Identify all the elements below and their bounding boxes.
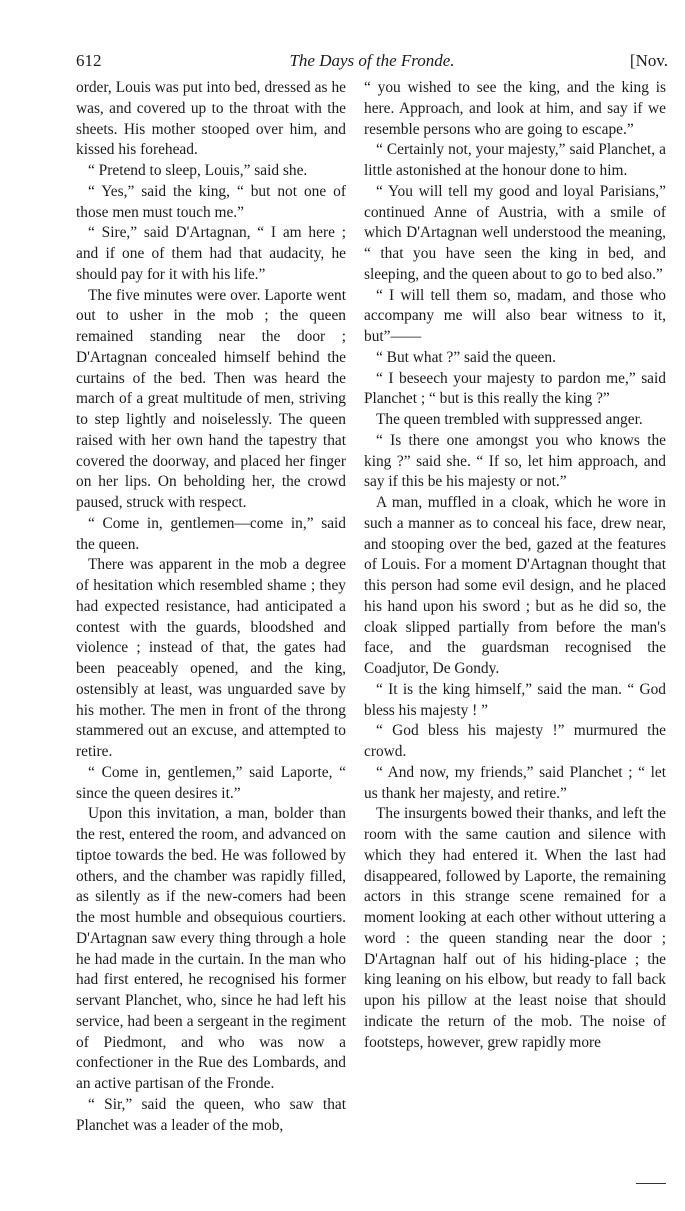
paragraph: “ Is there one amongst you who knows the king ?” said she. “ If so, let him approach, and say if this be his majesty or not.”	[364, 431, 666, 491]
paragraph: “ I will tell them so, madam, and those who accompany me will also bear witness to it, but”——	[364, 286, 666, 345]
paragraph: “ And now, my friends,” said Planchet ; “ let us thank her majesty, and retire.”	[364, 763, 666, 802]
paragraph: The queen trembled with suppressed anger.	[376, 411, 643, 428]
paragraph: “ God bless his majesty !” murmured the crowd.	[364, 722, 666, 760]
right-column	[364, 78, 666, 1053]
paragraph: A man, muffled in a cloak, which he wore in such a manner as to conceal his face, drew near, and stooping over the bed, gazed at the features of Louis. For a moment D'Artagnan thought that this person had some evil design, and he placed his hand upon his sword ; but as he did so, the cloak slipped partially from before the man's face, and the guardsman recognised the Coadjutor, De Gondy.	[364, 494, 666, 677]
left-column	[76, 78, 346, 1136]
running-header	[76, 50, 668, 74]
paragraph: “ you wished to see the king, and the king is here. Approach, and look at him, and say if we resemble persons who are going to escape.”	[364, 79, 666, 138]
paragraph: “ Sire,” said D'Artagnan, “ I am here ; and if one of them had that audacity, he should pay for it with his life.”	[76, 224, 346, 283]
page-number: 612	[76, 51, 102, 70]
paragraph: “ You will tell my good and loyal Parisians,” continued Anne of Austria, with a smile of which D'Artagnan well understood the meaning, “ that you have seen the king in bed, and sleeping, and the queen about to go to bed also.”	[364, 182, 666, 283]
paragraph: The five minutes were over. Laporte went out to usher in the mob ; the queen remained standing near the door ; D'Artagnan concealed himself behind the curtains of the bed. Then was heard the march of a great multitude of men, striving to step lightly and noiselessly. The queen raised with her own hand the tapestry that covered the doorway, and placed her finger on her lips. On beholding her, the crowd paused, struck with respect.	[76, 286, 346, 511]
paragraph: “ Yes,” said the king, “ but not one of those men must touch me.”	[76, 182, 346, 221]
running-title: The Days of the Fronde.	[289, 51, 455, 70]
paragraph: “ But what ?” said the queen.	[376, 348, 556, 366]
paragraph: “ It is the king himself,” said the man. “ God bless his majesty ! ”	[364, 680, 666, 719]
paragraph: “ Come in, gentlemen,” said Laporte, “ since the queen desires it.”	[76, 763, 346, 802]
running-date: [Nov.	[629, 51, 668, 70]
paragraph: “ Pretend to sleep, Louis,” said she.	[88, 162, 308, 179]
paragraph: There was apparent in the mob a degree of hesitation which resembled shame ; they had expected resistance, had anticipated a contest with the guards, bloodshed and violence ; instead of that, the gates had been peaceably opened, and the king, ostensibly at least, was unguarded save by his mother. The men in front of the throng stammered out an excuse, and attempted to retire.	[76, 556, 346, 760]
paragraph: “ Sir,” said the queen, who saw that Planchet was a leader of the mob,	[76, 1095, 346, 1134]
footer-rule	[636, 1183, 666, 1184]
paragraph: “ I beseech your majesty to pardon me,” said Planchet ; “ but is this really the king ?”	[364, 369, 666, 408]
paragraph: “ Certainly not, your majesty,” said Planchet, a little astonished at the honour done to him.	[364, 141, 666, 179]
paragraph: order, Louis was put into bed, dressed as he was, and covered up to the throat with the sheets. His mother stooped over him, and kissed his forehead.	[76, 79, 346, 159]
paragraph: The insurgents bowed their thanks, and left the room with the same caution and silence with which they had entered it. When the last had disappeared, followed by Laporte, the remaining actors in this strange scene remained for a moment looking at each other without uttering a word : the queen standing near the door ; D'Artagnan half out of his hiding-place ; the king leaning on his elbow, but ready to fall back upon his pillow at the least noise that should indicate the return of the mob. The noise of footsteps, however, grew rapidly more	[364, 805, 666, 1051]
paragraph: Upon this invitation, a man, bolder than the rest, entered the room, and advanced on tiptoe towards the bed. He was followed by others, and the chamber was rapidly filled, as silently as if the new-comers had been the most humble and obsequious courtiers. D'Artagnan saw every thing through a hole he had made in the curtain. In the man who had first entered, he recognised his former servant Planchet, who, since he had left his service, had been a sergeant in the regiment of Piedmont, and who was now a confectioner in the Rue des Lombards, and an active partisan of the Fronde.	[76, 805, 346, 1092]
paragraph: “ Come in, gentlemen—come in,” said the queen.	[76, 514, 346, 553]
